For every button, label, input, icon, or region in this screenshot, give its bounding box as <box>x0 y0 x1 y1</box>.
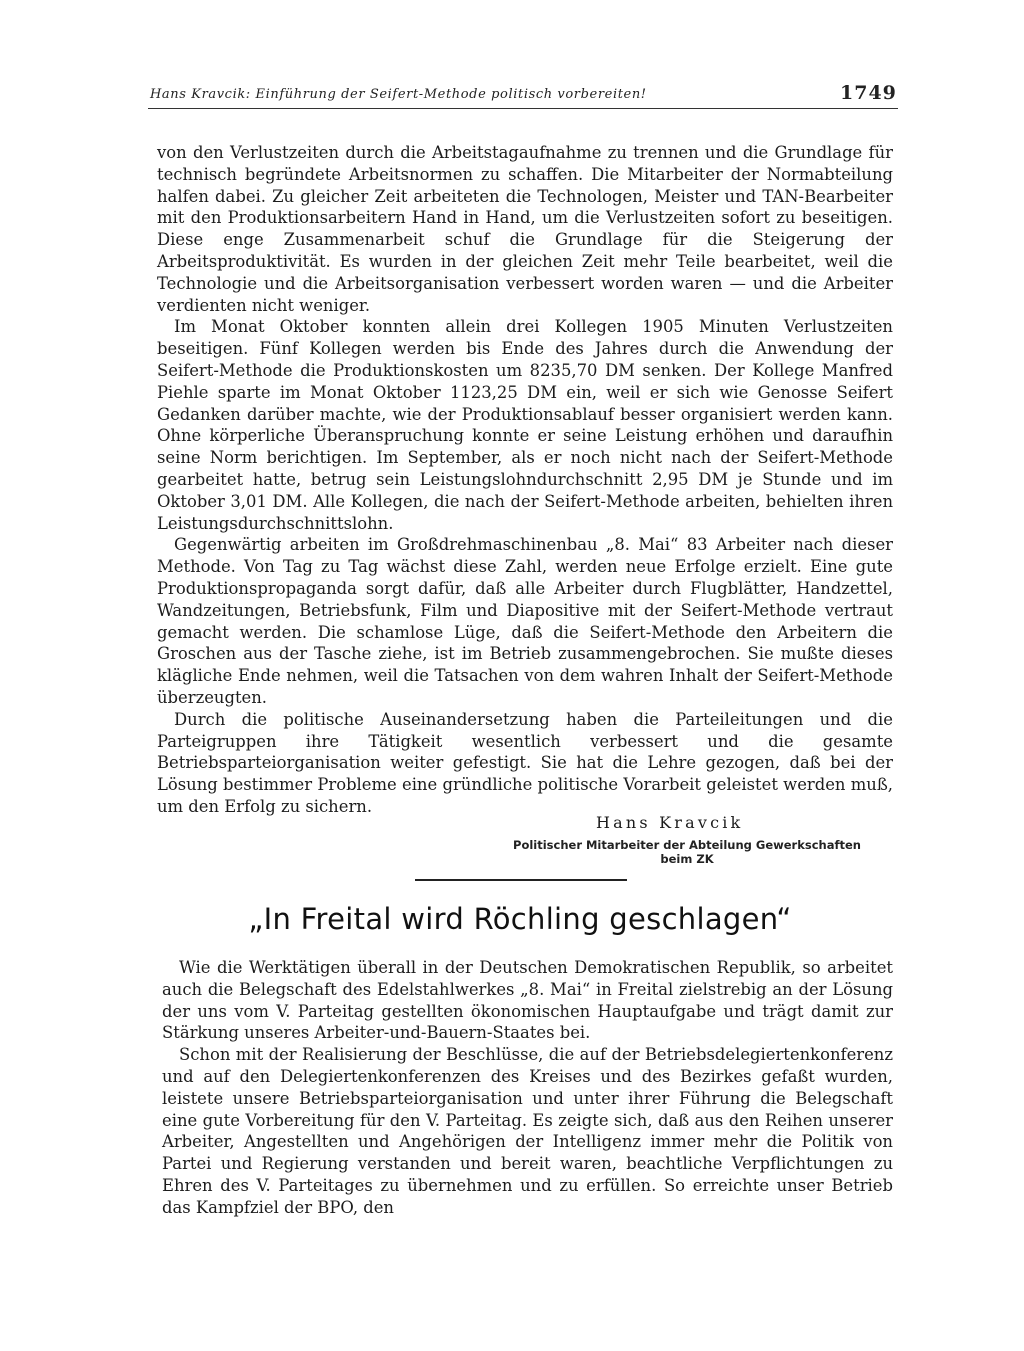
affiliation-line-1: Politischer Mitarbeiter der Abteilung Gewerkschaften <box>513 838 861 852</box>
paragraph-october: Im Monat Oktober konnten allein drei Kollegen 1905 Minuten Verlustzeiten beseitigen. Fünf Kollegen werden bis Ende des Jahres durch die Anwendung der Seifert-Methode die Produktionskosten um 8235,70 DM senken. Der Kollege Manfred Piehle sparte im Monat Oktober 1123,25 DM ein, weil er sich wie Genosse Seifert Gedanken darüber machte, wie der Produktionsablauf besser organisiert werden kann. Ohne körperliche Überanspruchung konnte er seine Leistung erhöhen und daraufhin seine Norm berichtigen. Im September, als er noch nicht nach der Seifert-Methode gearbeitet hatte, betrug sein Leistungslohndurchschnitt 2,95 DM je Stunde und im Oktober 3,01 DM. Alle Kollegen, die nach der Seifert-Methode arbeiten, behielten ihren Leistungsdurchschnittslohn. <box>157 317 893 533</box>
paragraph-intro: Wie die Werktätigen überall in der Deutschen Demokratischen Republik, so arbeitet auch die Belegschaft des Edelstahlwerkes „8. Mai“ in Freital zielstrebig an der Lösung der uns vom V. Parteitag gestellten ökonomischen Hauptaufgabe und trägt damit zur Stärkung unseres Arbeiter-und-Bauern-Staates bei. <box>162 958 893 1043</box>
author-signature: Hans Kravcik <box>596 813 744 832</box>
author-affiliation <box>487 838 887 866</box>
paragraph-continuation: von den Verlustzeiten durch die Arbeitstagaufnahme zu trennen und die Grundlage für technisch begründete Arbeitsnormen zu schaffen. Die Mitarbeiter der Normabteilung halfen dabei. Zu gleicher Zeit arbeiteten die Technologen, Meister und TAN-Bearbeiter mit den Produktionsarbeitern Hand in Hand, um die Verlustzeiten sofort zu beseitigen. Diese enge Zusammenarbeit schuf die Grundlage für die Steigerung der Arbeitsproduktivität. Es wurden in der gleichen Zeit mehr Teile bearbeitet, weil die Technologie und die Arbeitsorganisation verbessert worden waren — und die Arbeiter verdienten nicht weniger. <box>157 143 893 315</box>
article-body-kravcik <box>157 142 893 818</box>
paragraph-resolutions: Schon mit der Realisierung der Beschlüsse, die auf der Betriebsdelegiertenkonferenz und auf den Delegiertenkonferenzen des Kreises und des Bezirkes gefaßt wurden, leistete unsere Betriebsparteiorganisation und unter ihrer Führung die Belegschaft eine gute Vorbereitung für den V. Parteitag. Es zeigte sich, daß aus den Reihen unserer Arbeiter, Angestellten und Angehörigen der Intelligenz immer mehr die Politik von Partei und Regierung verstanden und bereit waren, beachtliche Verpflichtungen zu Ehren des V. Parteitages zu übernehmen und zu erfüllen. So erreichte unser Betrieb das Kampfziel der BPO, den <box>162 1045 893 1217</box>
article-title: „In Freital wird Röchling geschlagen“ <box>248 902 792 936</box>
section-divider <box>415 879 627 881</box>
page-number: 1749 <box>840 82 897 104</box>
header-rule <box>148 108 898 109</box>
paragraph-conclusion: Durch die politische Auseinandersetzung haben die Parteileitungen und die Parteigruppen ihre Tätigkeit wesentlich verbessert und die gesamte Betriebsparteiorganisation weiter gefestigt. Sie hat die Lehre gezogen, daß bei der Lösung bestimmer Probleme eine gründliche politische Vorarbeit geleistet werden muß, um den Erfolg zu sichern. <box>157 709 893 816</box>
affiliation-line-2: beim ZK <box>660 852 714 866</box>
paragraph-present: Gegenwärtig arbeiten im Großdrehmaschinenbau „8. Mai“ 83 Arbeiter nach dieser Methode. Von Tag zu Tag wächst diese Zahl, werden neue Erfolge erzielt. Eine gute Produktionspropaganda sorgt dafür, daß alle Arbeiter durch Flugblätter, Handzettel, Wandzeitungen, Betriebsfunk, Film und Diapositive mit der Seifert-Methode vertraut gemacht werden. Die schamlose Lüge, daß die Seifert-Methode den Arbeitern die Groschen aus der Tasche ziehe, ist im Betrieb zusammengebrochen. Sie mußte dieses klägliche Ende nehmen, weil die Tatsachen von dem wahren Inhalt der Seifert-Methode überzeugten. <box>157 535 893 707</box>
running-head: Hans Kravcik: Einführung der Seifert-Methode politisch vorbereiten! <box>150 87 647 102</box>
article-body-freital <box>162 957 893 1219</box>
